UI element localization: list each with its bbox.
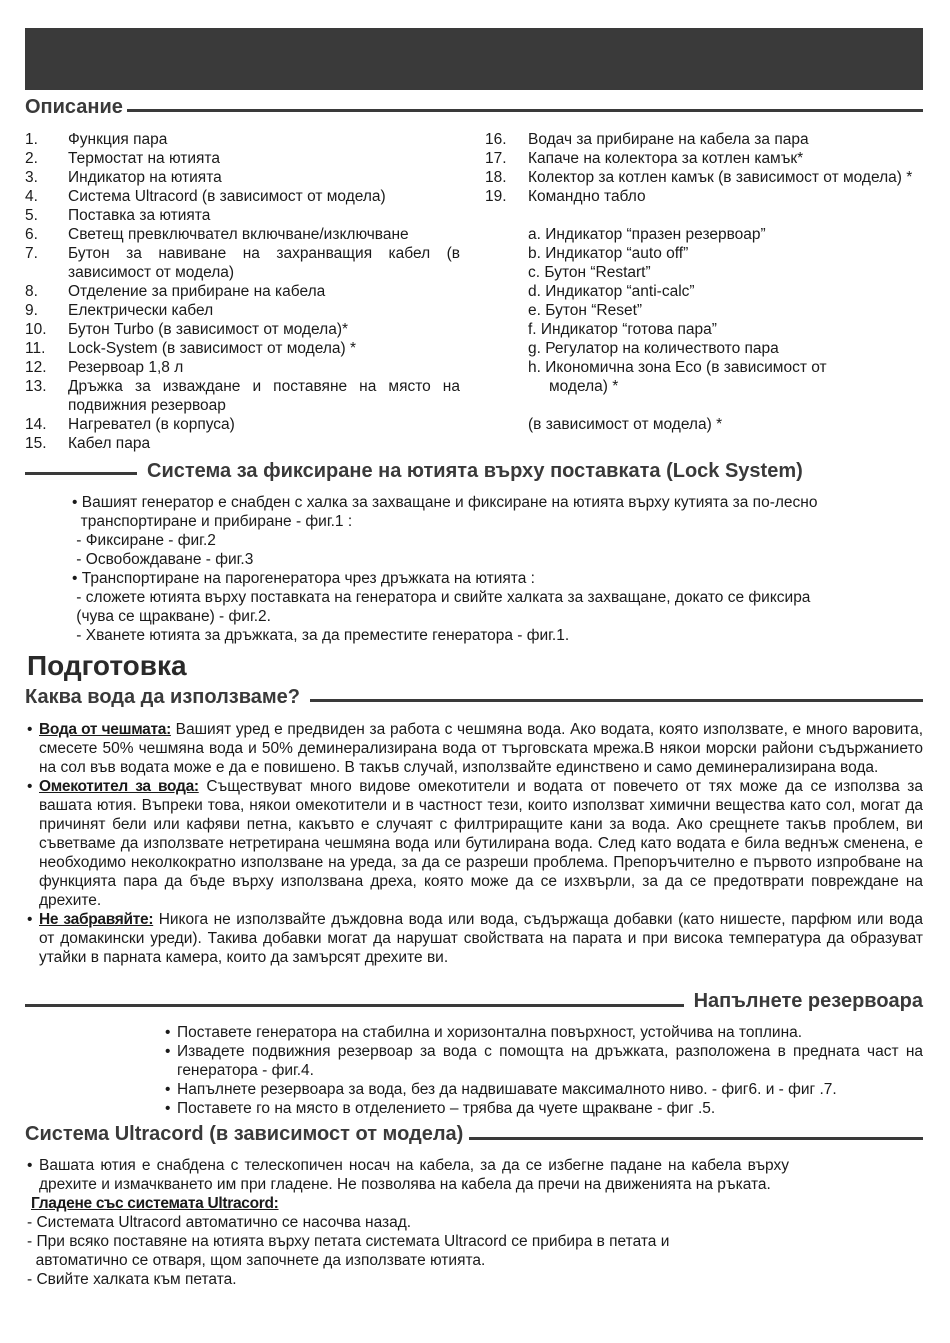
water-text	[27, 720, 923, 967]
item-number: 9.	[25, 302, 38, 319]
fill-item	[165, 1023, 923, 1042]
ultracord-text	[27, 1156, 789, 1289]
section-heading-water	[25, 686, 923, 709]
control-panel-item: g. Регулатор на количеството пара	[528, 340, 779, 357]
control-panel-item: e. Бутон “Reset”	[528, 302, 643, 319]
water-item-label: Не забравяйте:	[39, 911, 154, 928]
item-text: Нагревател (в корпуса)	[68, 416, 235, 433]
list-item	[25, 225, 460, 244]
water-item	[27, 910, 923, 967]
fill-item	[165, 1099, 923, 1118]
item-number: 19.	[485, 188, 507, 205]
water-item	[27, 720, 923, 777]
heading-text: Система Ultracord (в зависимост от модела)	[25, 1123, 464, 1145]
control-panel-item: f. Индикатор “готова пара”	[528, 321, 717, 338]
lock-line: - сложете ютията върху поставката на генератора и свийте халката за захващане, докато се фиксира	[72, 589, 811, 606]
parts-list-left	[25, 130, 460, 453]
control-panel-item: c. Бутон “Restart”	[528, 264, 651, 281]
item-number: 11.	[25, 340, 46, 357]
bullet: •	[165, 1024, 171, 1041]
fill-item-text: Напълнете резервоара за вода, без да надвишавате максималното ниво. - фиг6. и - фиг .7.	[177, 1081, 837, 1098]
item-number: 5.	[25, 207, 38, 224]
list-item	[485, 187, 925, 206]
list-item	[25, 415, 460, 434]
water-item-body	[39, 910, 923, 967]
item-number: 4.	[25, 188, 38, 205]
heading-rule	[25, 472, 137, 475]
ultracord-line: - Свийте халката към петата.	[27, 1271, 237, 1288]
bullet: •	[165, 1100, 171, 1117]
item-text: Електрически кабел	[68, 302, 214, 319]
list-item	[25, 339, 460, 358]
bullet: •	[27, 911, 33, 928]
item-number: 17.	[485, 150, 507, 167]
item-number: 14.	[25, 416, 47, 433]
item-text: Капаче на колектора за котлен камък*	[528, 150, 804, 167]
list-item	[25, 244, 460, 282]
list-item	[25, 377, 460, 415]
fill-item-text: Поставете генератора на стабилна и хоризонтална повърхност, устойчива на топлина.	[177, 1024, 803, 1041]
lock-line: • Транспортиране на парогенератора чрез дръжката на ютията :	[72, 570, 535, 587]
ultracord-line: автоматично се отваря, щом започнете да използвате ютията.	[27, 1252, 486, 1269]
control-panel-list	[528, 225, 928, 396]
control-panel-item: d. Индикатор “anti-calc”	[528, 283, 695, 300]
item-text: Кабел пара	[68, 435, 151, 452]
item-text: Бутон за навиване на захранващия кабел (в зависимост от модела)	[68, 245, 460, 281]
item-text: Колектор за котлен камък (в зависимост от модела) *	[528, 169, 913, 186]
item-number: 10.	[25, 321, 47, 338]
ultracord-subheading: Гладене със системата Ultracord:	[31, 1195, 279, 1212]
control-panel-item: модела) *	[549, 378, 619, 395]
water-item-label: Вода от чешмата:	[39, 721, 171, 738]
section-heading-fill	[25, 990, 923, 1013]
fill-item	[165, 1042, 923, 1080]
item-text: Водач за прибиране на кабела за пара	[528, 131, 809, 148]
heading-rule	[25, 1004, 684, 1007]
fill-item-text: Извадете подвижния резервоар за вода с помощта на дръжката, разположена в предната част на генератора - фиг.4.	[177, 1043, 923, 1079]
heading-rule	[127, 109, 923, 112]
item-text: Функция пара	[68, 131, 168, 148]
list-item	[25, 434, 460, 453]
list-item	[485, 130, 925, 149]
parts-list-right	[485, 130, 925, 206]
list-item	[25, 358, 460, 377]
item-text: Lock-System (в зависимост от модела) *	[68, 340, 356, 357]
water-item-body	[39, 720, 923, 777]
water-item-body	[39, 777, 923, 910]
item-number: 7.	[25, 245, 38, 262]
heading-rule	[310, 699, 923, 702]
heading-text: Система за фиксиране на ютията върху поставката (Lock System)	[147, 460, 803, 482]
item-text: Термостат на ютията	[68, 150, 220, 167]
water-item	[27, 777, 923, 910]
list-item	[25, 149, 460, 168]
control-panel-item: h. Икономична зона Eco (в зависимост от	[528, 359, 827, 376]
ultracord-intro: • Вашата ютия е снабдена с телескопичен носач на кабела, за да се избегне падане на кабела върху дрехите и измачкването им при гладене. Не позволява на кабела да пречи на движенията на ръката.	[27, 1157, 789, 1193]
item-text: Индикатор на ютията	[68, 169, 222, 186]
list-item	[25, 187, 460, 206]
item-text: Резервоар 1,8 л	[68, 359, 184, 376]
list-item	[25, 206, 460, 225]
list-item	[25, 168, 460, 187]
lock-line: (чува се щракване) - фиг.2.	[72, 608, 271, 625]
item-text: Система Ultracord (в зависимост от модела)	[68, 188, 386, 205]
item-number: 6.	[25, 226, 38, 243]
list-item	[25, 282, 460, 301]
header-bar	[25, 28, 923, 90]
water-item-text: Никога не използвайте дъждовна вода или вода, съдържаща добавки (като нишесте, парфюм или вода от домакински уреди). Такива добавки могат да нарушат свойствата на парата и при висока температура да образуват утайки в парната камера, които да замърсят дрехите ви.	[39, 911, 923, 966]
bullet: •	[27, 778, 33, 795]
list-item	[25, 320, 460, 339]
ultracord-line: - Системата Ultracord автоматично се насочва назад.	[27, 1214, 412, 1231]
water-item-text: Вашият уред е предвиден за работа с чешмяна вода. Ако водата, която използвате, е много варовита, смесете 50% чешмяна вода и 50% деминерализирана вода от търговската мрежа.В някои морски райони съдържанието на сол във водата може е да е повишено. В такъв случай, използвайте единствено и само деминерализирана вода.	[39, 721, 923, 776]
lock-line: - Фиксиране - фиг.2	[72, 532, 216, 549]
lock-system-text	[72, 493, 927, 645]
water-item-text: Съществуват много видове омекотители и водата от повечето от тях може да се използва за вашата ютия. Въпреки това, някои омекотители и в частност тези, които използват химични вещества като сол, могат да причинят бели или кафяви петна, какъвто е случаят с филтриращите кани за вода. Ако срещнете такъв проблем, ви съветваме да използвате нетретирана чешмяна вода или бутилирана вода. След като водата е била веднъж сменена, е необходимо неколкократно използване на уреда, за да се разреши проблема. Препоръчително е първото изпробване на функцията пара да бъде върху използвана дреха, която може да се изхвърли, за да се предотврати повреждане на дрехите.	[39, 778, 923, 909]
heading-text: Каква вода да използваме?	[25, 686, 300, 708]
ultracord-line: - При всяко поставяне на ютията върху петата системата Ultracord се прибира в петата и	[27, 1233, 670, 1250]
bullet: •	[165, 1081, 171, 1098]
section-heading-lock	[25, 460, 923, 483]
list-item	[25, 301, 460, 320]
lock-line: - Освобождаване - фиг.3	[72, 551, 254, 568]
water-item-label: Омекотител за вода:	[39, 778, 199, 795]
bullet: •	[27, 721, 33, 738]
item-number: 12.	[25, 359, 47, 376]
item-number: 2.	[25, 150, 38, 167]
item-text: Поставка за ютията	[68, 207, 211, 224]
item-number: 8.	[25, 283, 38, 300]
item-text: Светещ превключвател включване/изключване	[68, 226, 409, 243]
item-number: 16.	[485, 131, 507, 148]
bullet: •	[165, 1043, 171, 1060]
item-number: 3.	[25, 169, 38, 186]
item-text: Командно табло	[528, 188, 646, 205]
fill-tank-list	[165, 1023, 923, 1118]
item-text: Бутон Turbo (в зависимост от модела)*	[68, 321, 349, 338]
fill-item-text: Поставете го на място в отделението – трябва да чуете щракване - фиг .5.	[177, 1100, 716, 1117]
heading-text: Напълнете резервоара	[693, 990, 923, 1012]
section-heading-description	[25, 96, 923, 119]
list-item	[485, 149, 925, 168]
item-text: Отделение за прибиране на кабела	[68, 283, 326, 300]
list-item	[25, 130, 460, 149]
control-panel-item: b. Индикатор “auto off”	[528, 245, 689, 262]
lock-line: • Вашият генератор е снабден с халка за захващане и фиксиране на ютията върху кутията за по-лесно	[72, 494, 818, 511]
lock-line: транспортиране и прибиране - фиг.1 :	[72, 513, 353, 530]
heading-rule	[469, 1137, 923, 1140]
control-panel-item: a. Индикатор “празен резервоар”	[528, 226, 766, 243]
item-number: 13.	[25, 378, 47, 395]
item-number: 18.	[485, 169, 507, 186]
heading-text: Описание	[25, 96, 123, 118]
lock-line: - Хванете ютията за дръжката, за да преместите генератора - фиг.1.	[72, 627, 570, 644]
control-panel-note: (в зависимост от модела) *	[528, 416, 723, 433]
page-title: Подготовка	[27, 650, 187, 681]
section-heading-ultracord	[25, 1123, 923, 1146]
list-item	[485, 168, 925, 187]
item-number: 1.	[25, 131, 38, 148]
fill-item	[165, 1080, 923, 1099]
item-number: 15.	[25, 435, 47, 452]
item-text: Дръжка за изваждане и поставяне на място на подвижния резервоар	[68, 378, 460, 414]
